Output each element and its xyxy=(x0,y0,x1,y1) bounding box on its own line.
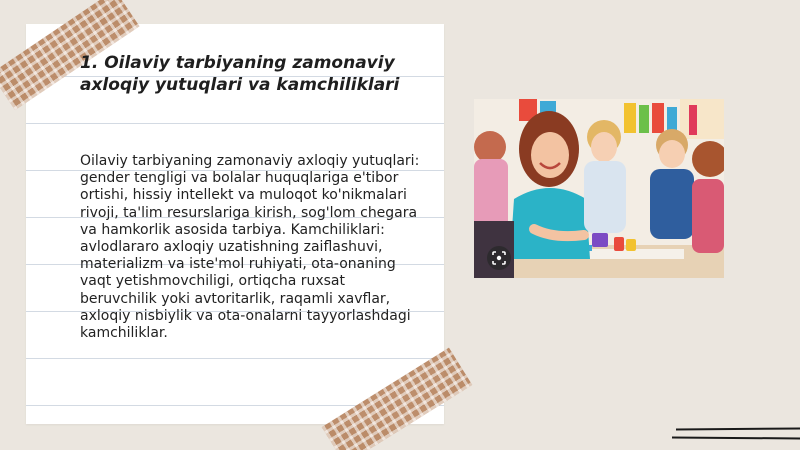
slide-title: 1. Oilaviy tarbiyaning zamonaviy axloqiy yutuqlari va kamchiliklari xyxy=(80,53,400,95)
classroom-photo[interactable] xyxy=(474,99,724,278)
decorative-line xyxy=(676,427,800,430)
classroom-photo-illustration xyxy=(474,99,724,278)
slide-body-text: Oilaviy tarbiyaning zamonaviy axloqiy yutuqlari: gender tengligi va bolalar huquqlariga e'tibor ortishi, hissiy intellekt va muloqot ko'nikmalari rivoji, ta'lim resurslariga kirish, sog'lom chegara va hamkorlik asosida tarbiya. Kamchiliklari: avlodlararo axloqiy uzatishning zaiflashuvi, materializm va iste'mol ruhiyati, ota-onaning vaqt yetishmovchiligi, ortiqcha ruxsat beruvchilik yoki avtoritarlik, raqamli xavflar, axloqiy nisbiylik va ota-onalarni tayyorlashdagi kamchiliklar. xyxy=(80,153,420,342)
lens-search-icon xyxy=(492,251,506,265)
decorative-line xyxy=(672,437,800,440)
lens-search-button[interactable] xyxy=(487,246,511,270)
